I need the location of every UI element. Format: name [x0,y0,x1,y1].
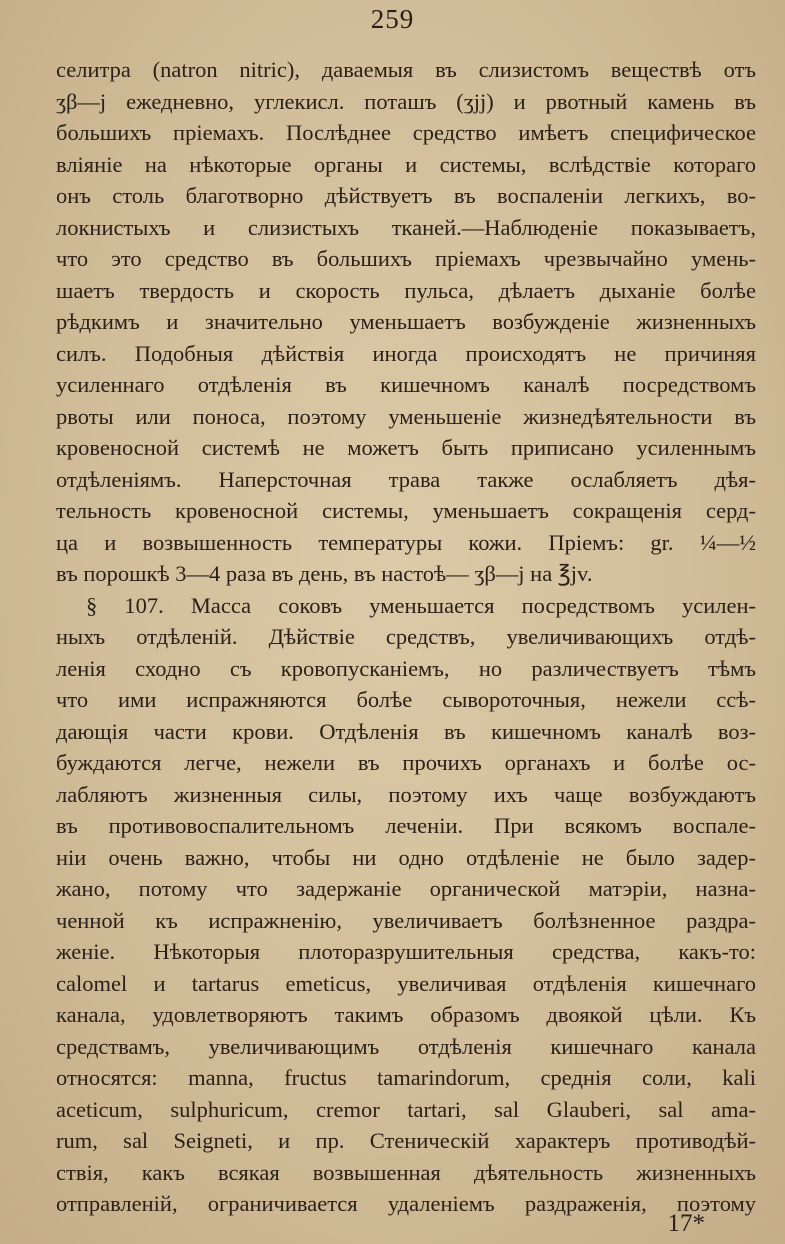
text-line: кровеносной системѣ не можетъ быть приписано усиленнымъ [56,435,756,460]
text-line: большихъ пріемахъ. Послѣднее средство имѣетъ специфическое [56,120,756,145]
text-line: женіе. Нѣкоторыя плоторазрушительныя средства, какъ-то: [56,939,756,964]
text-line: локнистыхъ и слизистыхъ тканей.—Наблюденіе показываетъ, [56,214,756,240]
text-line: рвоты или поноса, поэтому уменьшеніе жизнедѣятельности въ [56,403,756,429]
body-text [56,54,756,1220]
text-line: усиленнаго отдѣленія въ кишечномъ каналѣ посредствомъ [56,372,756,397]
text-line: что ими испражняются болѣе сывороточныя, нежели ссѣ- [56,687,756,712]
section-start-line: § 107. Масса соковъ уменьшается посредствомъ усилен- [86,592,756,618]
text-line: ченной къ испражненію, увеличиваетъ болѣзненное раздра- [56,907,756,933]
text-line: селитра (natron nitric), даваемыя въ слизистомъ веществѣ отъ [56,57,756,82]
text-line: ствія, какъ всякая возвышенная дѣятельность жизненныхъ [56,1159,756,1185]
text-line: calomel и tartarus emeticus, увеличивая отдѣленія кишечнаго [56,970,756,996]
text-line: ленія сходно съ кровопусканіемъ, но различествуетъ тѣмъ [56,655,756,681]
text-line: ныхъ отдѣленій. Дѣйствіе средствъ, увеличивающихъ отдѣ- [56,624,756,649]
text-line: что это средство въ большихъ пріемахъ чрезвычайно умень- [56,246,756,271]
text-line: rum, sal Seigneti, и пр. Стеническій характеръ противодѣй- [56,1128,756,1153]
text-line: силъ. Подобныя дѣйствія иногда происходятъ не причиняя [56,340,756,366]
text-line: ца и возвышенность температуры кожи. Пріемъ: gr. ¼—½ [56,529,756,555]
text-line: ʒβ—j ежедневно, углекисл. поташъ (ʒjj) и рвотный камень въ [56,88,756,114]
text-line: жано, потому что задержаніе органической матэріи, назна- [56,876,756,901]
text-line: ніи очень важно, чтобы ни одно отдѣленіе не было задер- [56,844,756,870]
text-line: вліяніе на нѣкоторые органы и системы, вслѣдствіе котораго [56,151,756,177]
text-line: въ противовоспалительномъ леченіи. При всякомъ воспале- [56,813,756,838]
text-line: тельность кровеносной системы, уменьшаетъ сокращенія серд- [56,498,756,523]
page-number: 259 [370,4,415,34]
text-line: отправленій, ограничивается удаленіемъ раздраженія, поэтому [56,1191,756,1216]
text-line: средствамъ, увеличивающимъ отдѣленія кишечнаго канала [56,1033,756,1059]
text-line: относятся: manna, fructus tamarindorum, среднія соли, kali [56,1065,756,1090]
text-line: aceticum, sulphuricum, cremor tartari, sal Glauberi, sal ama- [56,1096,756,1122]
text-line: онъ столь благотворно дѣйствуетъ въ воспаленіи легкихъ, во- [56,183,756,208]
text-line: буждаются легче, нежели въ прочихъ органахъ и болѣе ос- [56,750,756,775]
text-line: канала, удовлетворяютъ такимъ образомъ двоякой цѣли. Къ [56,1002,756,1027]
text-line: дающія части крови. Отдѣленія въ кишечномъ каналѣ воз- [56,718,756,744]
text-line: лабляютъ жизненныя силы, поэтому ихъ чаще возбуждаютъ [56,781,756,807]
text-line: въ порошкѣ 3—4 раза въ день, въ настоѣ— ʒβ—j на ℥jv. [56,561,593,586]
signature-mark: 17* [667,1210,705,1237]
text-line: рѣдкимъ и значительно уменьшаетъ возбужденіе жизненныхъ [56,309,756,334]
text-line: отдѣленіямъ. Наперсточная трава также ослабляетъ дѣя- [56,466,756,492]
text-line: шаетъ твердость и скорость пульса, дѣлаетъ дыханіе болѣе [56,277,756,303]
